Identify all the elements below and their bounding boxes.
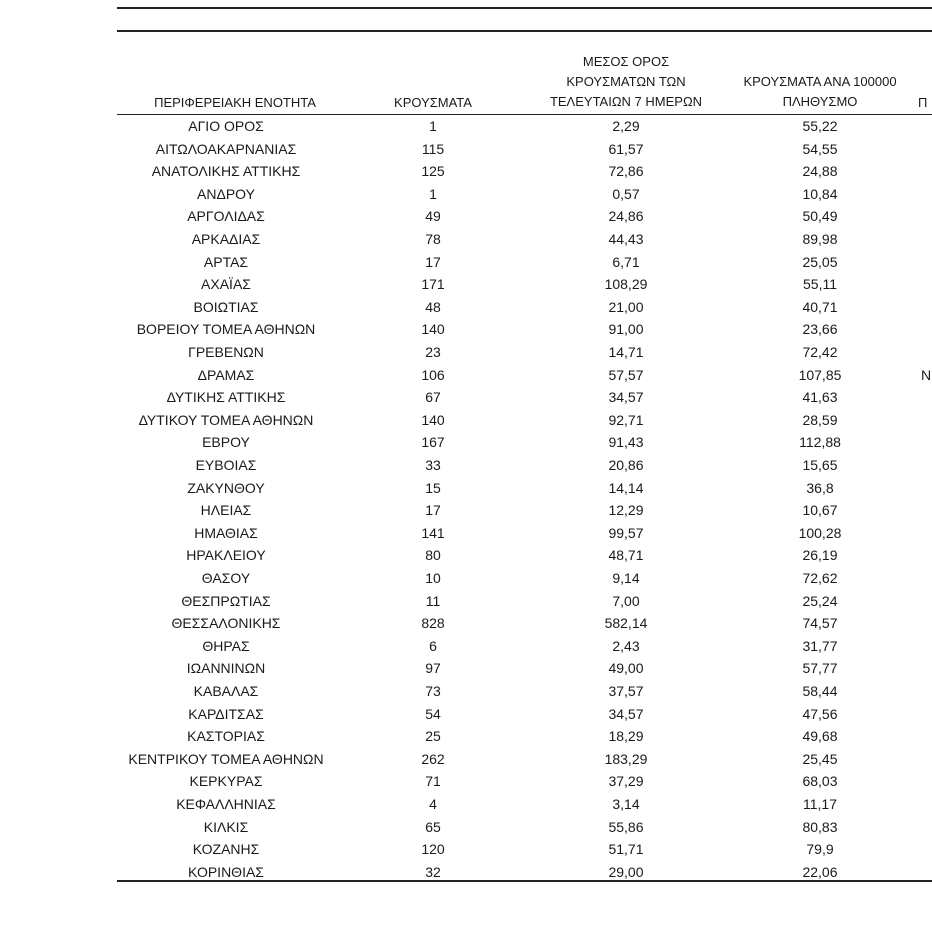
cases-cell: 25: [425, 728, 441, 745]
region-cell: ΚΙΛΚΙΣ: [203, 818, 249, 835]
region-cell: ΙΩΑΝΝΙΝΩΝ: [186, 660, 266, 677]
cases-cell: 262: [421, 750, 445, 767]
per100k-cell: 72,42: [802, 344, 838, 360]
per100k-cell: 79,9: [806, 841, 834, 858]
cases-cell: 10: [425, 570, 441, 586]
avg7-cell: 108,29: [604, 276, 648, 293]
table-row: [0, 252, 932, 275]
avg7-cell: 7,00: [612, 592, 640, 609]
per100k-cell: 31,77: [802, 637, 838, 654]
region-cell: ΑΓΙΟ ΟΡΟΣ: [188, 118, 264, 134]
table-row: [0, 455, 932, 478]
region-cell: ΔΡΑΜΑΣ: [197, 366, 255, 383]
region-cell: ΚΕΦΑΛΛΗΝΙΑΣ: [176, 796, 276, 812]
table-row: [0, 387, 932, 410]
table-row: [0, 749, 932, 772]
per100k-cell: 28,59: [802, 411, 838, 428]
avg7-cell: 2,29: [612, 118, 640, 134]
header-per100k-line1: ΚΡΟΥΣΜΑΤΑ ΑΝΑ 100000: [743, 74, 897, 89]
per100k-cell: 23,66: [802, 321, 838, 338]
avg7-cell: 55,86: [608, 818, 644, 835]
table-row: [0, 794, 932, 817]
avg7-cell: 2,43: [612, 637, 640, 654]
region-cell: ΗΜΑΘΙΑΣ: [194, 524, 258, 541]
avg7-cell: 92,71: [608, 411, 644, 428]
cases-cell: 33: [425, 457, 441, 473]
region-cell: ΘΕΣΣΑΛΟΝΙΚΗΣ: [171, 615, 281, 632]
per100k-cell: 11,17: [803, 796, 837, 812]
table-row: [0, 591, 932, 614]
avg7-cell: 3,14: [612, 796, 640, 812]
header-cases: ΚΡΟΥΣΜΑΤΑ: [394, 95, 472, 110]
cases-cell: 106: [421, 366, 445, 383]
cases-cell: 23: [425, 344, 441, 360]
region-cell: ΚΑΡΔΙΤΣΑΣ: [188, 705, 264, 722]
cases-cell: 71: [425, 773, 441, 790]
region-cell: ΓΡΕΒΕΝΩΝ: [188, 344, 264, 360]
cases-cell: 6: [429, 637, 437, 654]
cases-cell: 73: [425, 683, 441, 699]
cases-cell: 140: [421, 321, 445, 338]
region-cell: ΗΛΕΙΑΣ: [200, 502, 252, 519]
cases-cell: 17: [425, 253, 441, 270]
per100k-cell: 47,56: [802, 705, 838, 722]
region-cell: ΘΕΣΠΡΩΤΙΑΣ: [181, 592, 271, 609]
per100k-cell: 89,98: [802, 231, 838, 247]
per100k-cell: 58,44: [802, 683, 838, 699]
cases-cell: 54: [425, 705, 441, 722]
region-cell: ΑΙΤΩΛΟΑΚΑΡΝΑΝΙΑΣ: [155, 140, 297, 157]
avg7-cell: 9,14: [612, 570, 640, 586]
table-row: [0, 116, 932, 139]
per100k-cell: 25,45: [802, 750, 838, 767]
header-bottom-rule: [117, 114, 932, 115]
header-avg7: [520, 52, 732, 112]
region-cell: ΚΑΒΑΛΑΣ: [193, 683, 259, 699]
cases-cell: 78: [425, 231, 441, 247]
table-row: [0, 523, 932, 546]
region-cell: ΑΧΑΪΑΣ: [201, 276, 251, 293]
avg7-cell: 20,86: [608, 457, 644, 473]
per100k-cell: 112,88: [799, 434, 841, 451]
table-row: [0, 365, 932, 388]
cases-cell: 141: [421, 524, 445, 541]
per100k-cell: 50,49: [802, 208, 838, 225]
per100k-cell: 54,55: [802, 140, 838, 157]
table-row: [0, 568, 932, 591]
cases-cell: 11: [425, 592, 441, 609]
table-row: [0, 184, 932, 207]
per100k-cell: 55,22: [802, 118, 838, 134]
avg7-cell: 91,43: [608, 434, 644, 451]
avg7-cell: 34,57: [608, 389, 644, 406]
table-row: [0, 771, 932, 794]
table-row: [0, 636, 932, 659]
per100k-cell: 74,57: [802, 615, 838, 632]
cases-cell: 125: [421, 163, 445, 180]
region-cell: ΕΒΡΟΥ: [202, 434, 250, 451]
avg7-cell: 34,57: [608, 705, 644, 722]
avg7-cell: 21,00: [608, 298, 644, 315]
avg7-cell: 14,14: [608, 479, 644, 496]
table-row: [0, 297, 932, 320]
table-row: [0, 658, 932, 681]
per100k-cell: 25,24: [802, 592, 838, 609]
region-cell: ΚΕΝΤΡΙΚΟΥ ΤΟΜΕΑ ΑΘΗΝΩΝ: [128, 750, 324, 767]
header-top-rule: [117, 30, 932, 32]
region-cell: ΑΡΤΑΣ: [203, 253, 249, 270]
avg7-cell: 183,29: [604, 750, 648, 767]
cases-cell: 828: [421, 615, 445, 632]
avg7-cell: 61,57: [608, 140, 644, 157]
region-cell: ΑΝΑΤΟΛΙΚΗΣ ΑΤΤΙΚΗΣ: [151, 163, 301, 180]
per100k-cell: 55,11: [803, 276, 837, 293]
avg7-cell: 72,86: [608, 163, 644, 180]
header-avg7-line2: ΚΡΟΥΣΜΑΤΩΝ ΤΩΝ: [566, 74, 686, 89]
header-region: ΠΕΡΙΦΕΡΕΙΑΚΗ ΕΝΟΤΗΤΑ: [154, 95, 316, 110]
cases-cell: 167: [421, 434, 445, 451]
table-row: [0, 478, 932, 501]
avg7-cell: 51,71: [608, 841, 644, 858]
region-cell: ΖΑΚΥΝΘΟΥ: [187, 479, 265, 496]
table-row: [0, 139, 932, 162]
cases-cell: 97: [425, 660, 441, 677]
cases-cell: 49: [425, 208, 441, 225]
avg7-cell: 6,71: [612, 253, 640, 270]
region-cell: ΚΕΡΚΥΡΑΣ: [189, 773, 263, 790]
per100k-cell: 68,03: [802, 773, 838, 790]
table-row: [0, 410, 932, 433]
avg7-cell: 29,00: [608, 863, 644, 880]
table-row: [0, 161, 932, 184]
per100k-cell: 40,71: [802, 298, 838, 315]
table-row: [0, 613, 932, 636]
table-row: [0, 432, 932, 455]
cases-cell: 115: [421, 140, 445, 157]
region-cell: ΘΗΡΑΣ: [202, 637, 250, 654]
cases-cell: 1: [429, 185, 437, 202]
avg7-cell: 57,57: [608, 366, 644, 383]
extra-cell: N: [921, 366, 932, 383]
per100k-cell: 22,06: [802, 863, 838, 880]
per100k-cell: 100,28: [798, 524, 842, 541]
top-border-rule: [117, 7, 932, 9]
avg7-cell: 99,57: [608, 524, 644, 541]
per100k-cell: 57,77: [802, 660, 838, 677]
header-cut-off: Π: [918, 95, 928, 110]
region-cell: ΗΡΑΚΛΕΙΟΥ: [186, 547, 266, 564]
per100k-cell: 80,83: [802, 818, 838, 835]
avg7-cell: 14,71: [608, 344, 644, 360]
per100k-cell: 41,63: [802, 389, 838, 406]
per100k-cell: 36,8: [806, 479, 834, 496]
avg7-cell: 0,57: [612, 185, 640, 202]
cases-cell: 140: [421, 411, 445, 428]
table-row: [0, 342, 932, 365]
region-cell: ΔΥΤΙΚΗΣ ΑΤΤΙΚΗΣ: [166, 389, 286, 406]
table-bottom-rule: [117, 880, 932, 882]
per100k-cell: 10,84: [802, 185, 838, 202]
header-per100k-line2: ΠΛΗΘΥΣΜΟ: [782, 94, 858, 109]
per100k-cell: 15,65: [802, 457, 838, 473]
header-per100k: [716, 72, 924, 112]
table-row: [0, 319, 932, 342]
region-cell: ΒΟΙΩΤΙΑΣ: [193, 298, 259, 315]
avg7-cell: 12,29: [608, 502, 644, 519]
per100k-cell: 49,68: [802, 728, 838, 745]
cases-cell: 67: [425, 389, 441, 406]
avg7-cell: 24,86: [608, 208, 644, 225]
table-row: [0, 229, 932, 252]
cases-cell: 120: [421, 841, 445, 858]
table-row: [0, 681, 932, 704]
region-cell: ΒΟΡΕΙΟΥ ΤΟΜΕΑ ΑΘΗΝΩΝ: [136, 321, 316, 338]
cases-cell: 48: [425, 298, 441, 315]
per100k-cell: 10,67: [802, 502, 838, 519]
avg7-cell: 37,29: [608, 773, 644, 790]
region-cell: ΑΝΔΡΟΥ: [197, 185, 255, 202]
region-cell: ΚΑΣΤΟΡΙΑΣ: [187, 728, 265, 745]
per100k-cell: 107,85: [798, 366, 842, 383]
table-row: [0, 500, 932, 523]
region-cell: ΑΡΚΑΔΙΑΣ: [191, 231, 261, 247]
region-cell: ΔΥΤΙΚΟΥ ΤΟΜΕΑ ΑΘΗΝΩΝ: [138, 411, 314, 428]
avg7-cell: 44,43: [608, 231, 644, 247]
table-row: [0, 206, 932, 229]
avg7-cell: 18,29: [608, 728, 644, 745]
table-row: [0, 545, 932, 568]
table-row: [0, 839, 932, 862]
per100k-cell: 25,05: [802, 253, 838, 270]
cases-cell: 15: [425, 479, 441, 496]
cases-cell: 4: [429, 796, 437, 812]
region-cell: ΑΡΓΟΛΙΔΑΣ: [187, 208, 265, 225]
table-row: [0, 726, 932, 749]
avg7-cell: 49,00: [608, 660, 644, 677]
cases-cell: 17: [425, 502, 441, 519]
cases-cell: 32: [425, 863, 441, 880]
region-cell: ΚΟΡΙΝΘΙΑΣ: [188, 863, 264, 880]
cases-cell: 171: [421, 276, 445, 293]
table-row: [0, 817, 932, 840]
cases-cell: 80: [425, 547, 441, 564]
per100k-cell: 72,62: [802, 570, 838, 586]
avg7-cell: 582,14: [604, 615, 648, 632]
header-avg7-line1: ΜΕΣΟΣ ΟΡΟΣ: [582, 54, 670, 69]
table-row: [0, 274, 932, 297]
header-avg7-line3: ΤΕΛΕΥΤΑΙΩΝ 7 ΗΜΕΡΩΝ: [549, 94, 703, 109]
per100k-cell: 26,19: [802, 547, 838, 564]
avg7-cell: 48,71: [608, 547, 644, 564]
avg7-cell: 91,00: [608, 321, 644, 338]
avg7-cell: 37,57: [608, 683, 644, 699]
region-cell: ΘΑΣΟΥ: [201, 570, 251, 586]
region-cell: ΕΥΒΟΙΑΣ: [195, 457, 257, 473]
per100k-cell: 24,88: [802, 163, 838, 180]
cases-cell: 1: [429, 118, 437, 134]
cases-cell: 65: [425, 818, 441, 835]
region-cell: ΚΟΖΑΝΗΣ: [192, 841, 260, 858]
table-row: [0, 704, 932, 727]
